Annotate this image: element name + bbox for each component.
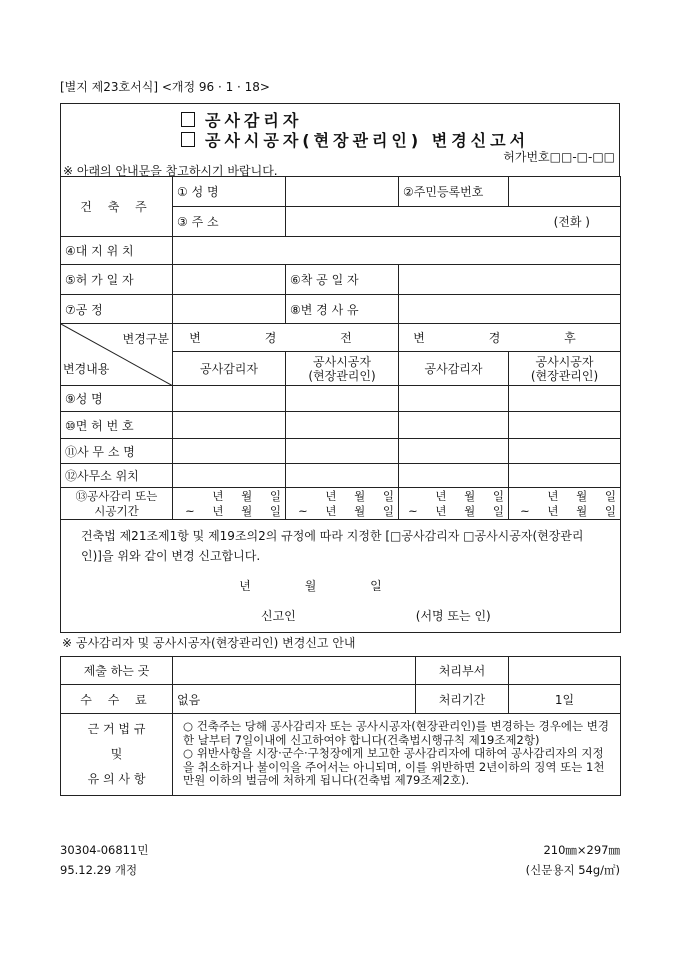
guide-title: ※ 공사감리자 및 공사시공자(현장관리인) 변경신고 안내: [62, 636, 356, 650]
period-cell[interactable]: [173, 488, 286, 520]
law-text: [173, 714, 621, 796]
law-item1: ○ 건축주는 당해 공사감리자 또는 공사시공자(현장관리인)를 변경하는 경우에는 변경한 날부터 7일이내에 신고하여야 합니다(건축법시행규칙 제19조제2항): [183, 719, 609, 747]
submit-label: 제출 하는 곳: [61, 657, 173, 685]
reporter-label: 신고인: [261, 609, 296, 623]
date-to: ~ 년 월 일: [520, 503, 616, 518]
period-cell[interactable]: [399, 488, 509, 520]
guide-table: [60, 656, 621, 796]
permit-number[interactable]: 허가번호□□-□-□□: [503, 150, 615, 164]
cell[interactable]: [173, 412, 286, 439]
location-label: ④대 지 위 치: [61, 237, 173, 265]
period-text1: ⑬공사감리 또는: [75, 488, 158, 503]
start-date-label: ⑥착 공 일 자: [286, 265, 399, 295]
statement-date[interactable]: 년 월 일: [239, 579, 382, 593]
cell[interactable]: [173, 439, 286, 464]
permit-date-label: ⑤허 가 일 자: [61, 265, 173, 295]
period-cell[interactable]: [286, 488, 399, 520]
row-office-label: ⑪사 무 소 명: [61, 439, 173, 464]
manager-text: (현장관리인): [308, 368, 376, 383]
start-date-field[interactable]: [399, 265, 621, 295]
content-label: 변경내용: [63, 362, 110, 376]
contractor-text: 공사시공자: [313, 354, 371, 369]
cell[interactable]: [286, 386, 399, 412]
period-value: 1일: [509, 685, 621, 714]
paper-size: 210㎜×297㎜: [543, 843, 620, 857]
signature-field[interactable]: (서명 또는 인): [415, 609, 491, 623]
contractor-checkbox[interactable]: [181, 132, 195, 147]
rrn-field[interactable]: [509, 177, 621, 207]
cell[interactable]: [286, 439, 399, 464]
title-text1: 공사감리자: [205, 111, 303, 130]
dept-field: [509, 657, 621, 685]
diagonal-header: [61, 324, 173, 386]
after-supervisor: 공사감리자: [399, 352, 509, 386]
location-field[interactable]: [173, 237, 621, 265]
address-label: ③ 주 소: [173, 207, 286, 237]
statement: [61, 520, 621, 633]
law-label2: 및: [110, 747, 123, 761]
supervisor-checkbox[interactable]: [181, 112, 195, 127]
cell[interactable]: [509, 412, 621, 439]
date-to: ~ 년 월 일: [185, 503, 281, 518]
contractor-text: 공사시공자: [535, 354, 594, 369]
statement-text: 건축법 제21조제1항 및 제19조의2의 규정에 따라 지정한 [□공사감리자 □공사시공자(현장관리인)]을 위와 같이 변경 신고합니다.: [81, 529, 584, 563]
reason-label: ⑧변 경 사 유: [286, 295, 399, 324]
row-office-location-label: ⑫사무소 위치: [61, 464, 173, 488]
phone-label: (전화 ): [553, 215, 590, 229]
date-from: 년 월 일: [212, 488, 281, 503]
title-box: [60, 103, 620, 176]
address-field[interactable]: [286, 207, 621, 237]
permit-date-field[interactable]: [173, 265, 286, 295]
before-contractor: [286, 352, 399, 386]
fee-value: 없음: [173, 685, 416, 714]
date-from: 년 월 일: [547, 488, 616, 503]
law-label1: 근 거 법 규: [87, 722, 146, 736]
form-code: 30304-06811민: [60, 843, 149, 857]
before-supervisor: 공사감리자: [173, 352, 286, 386]
cell[interactable]: [286, 412, 399, 439]
cell[interactable]: [399, 412, 509, 439]
cell[interactable]: [509, 386, 621, 412]
before-header: 변 경 전: [173, 324, 399, 352]
law-label: [61, 714, 173, 796]
period-cell[interactable]: [509, 488, 621, 520]
submit-field: [173, 657, 416, 685]
period-label: 처리기간: [416, 685, 509, 714]
manager-text: (현장관리인): [530, 368, 599, 383]
cell[interactable]: [399, 464, 509, 488]
revised-date: 95.12.29 개정: [60, 863, 138, 877]
after-header: 변 경 후: [399, 324, 621, 352]
cell[interactable]: [509, 439, 621, 464]
period-label: [61, 488, 173, 520]
cell[interactable]: [173, 386, 286, 412]
main-form-table: [60, 176, 621, 633]
cell[interactable]: [509, 464, 621, 488]
row-license-label: ⑩면 허 번 호: [61, 412, 173, 439]
date-from: 년 월 일: [435, 488, 504, 503]
name-label: ① 성 명: [173, 177, 286, 207]
period-text2: 시공기간: [94, 503, 139, 518]
dept-label: 처리부서: [416, 657, 509, 685]
row-name-label: ⑨성 명: [61, 386, 173, 412]
date-to: ~ 년 월 일: [408, 503, 504, 518]
note: ※ 아래의 안내문을 참고하시기 바랍니다.: [63, 164, 278, 178]
reason-field[interactable]: [399, 295, 621, 324]
form-header: [별지 제23호서식] <개정 96 · 1 · 18>: [60, 80, 270, 94]
category-label: 변경구분: [122, 332, 169, 346]
title-text2: 공사시공자(현장관리인) 변경신고서: [205, 131, 530, 150]
rrn-label: ②주민등록번호: [399, 177, 509, 207]
cell[interactable]: [173, 464, 286, 488]
date-to: ~ 년 월 일: [298, 503, 394, 518]
cell[interactable]: [286, 464, 399, 488]
cell[interactable]: [399, 439, 509, 464]
process-field[interactable]: [173, 295, 286, 324]
fee-label: 수 수 료: [61, 685, 173, 714]
paper-type: (신문용지 54g/㎡): [525, 863, 620, 877]
process-label: ⑦공 정: [61, 295, 173, 324]
law-item2: ○ 위반사항을 시장·군수·구청장에게 보고한 공사감리자에 대하여 공사감리자의 지정을 취소하거나 불이익을 주어서는 아니되며, 이를 위반하면 2년이하의 징역 또는 1천만원 이하의 벌금에 처하게 됩니다(건축법 제79조제2호).: [183, 746, 605, 787]
title-line2: [181, 128, 529, 151]
owner-name-field[interactable]: [286, 177, 399, 207]
after-contractor: [509, 352, 621, 386]
law-label3: 유 의 사 항: [87, 772, 146, 786]
date-from: 년 월 일: [325, 488, 394, 503]
owner-label: 건 축 주: [61, 177, 173, 237]
cell[interactable]: [399, 386, 509, 412]
